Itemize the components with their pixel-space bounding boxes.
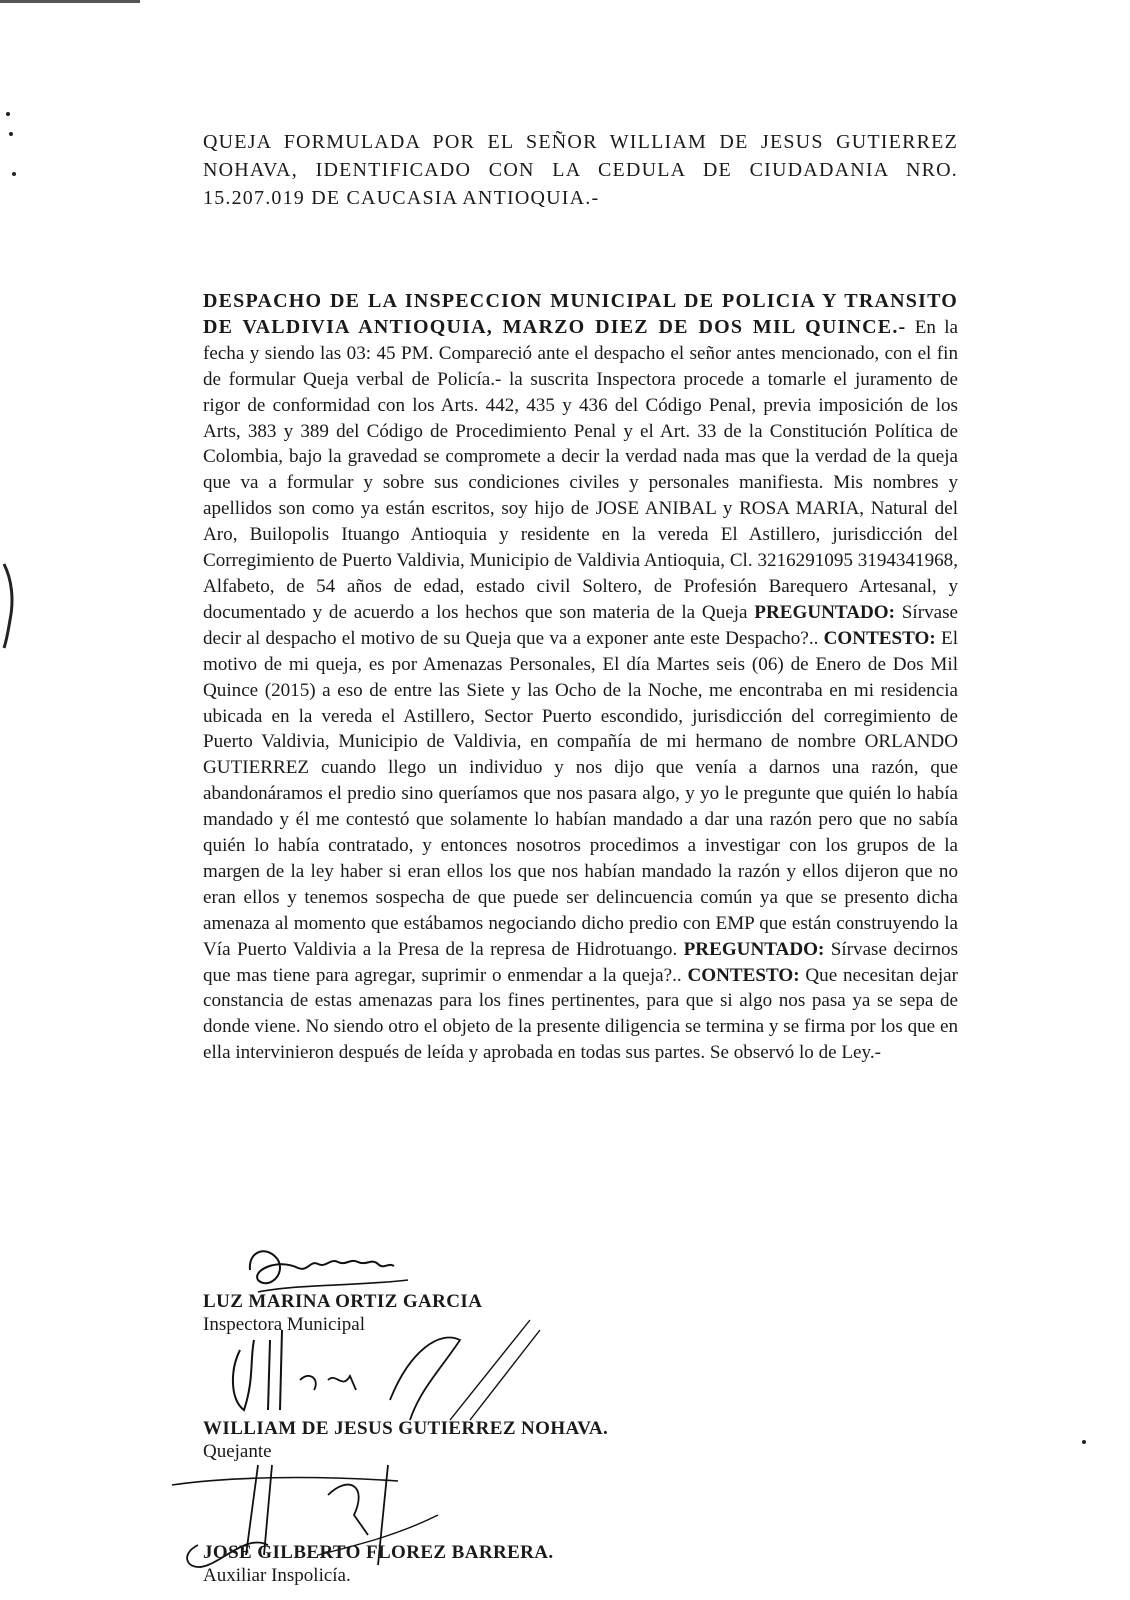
scan-dot	[1082, 1440, 1086, 1444]
signer-name: WILLIAM DE JESUS GUTIERREZ NOHAVA.	[203, 1418, 609, 1439]
signature-complainant	[210, 1310, 570, 1430]
signer-name: LUZ MARINA ORTIZ GARCIA	[203, 1291, 483, 1312]
signature-block	[203, 1542, 903, 1588]
question-label: PREGUNTADO:	[683, 938, 825, 960]
question-text: Sírvase decir al despacho el motivo de su Queja que va a exponer ante este Despacho?..	[203, 601, 958, 649]
statement-body	[203, 289, 958, 1066]
signer-role: Auxiliar Inspolicía.	[203, 1565, 351, 1586]
statement-intro: En la fecha y siendo las 03: 45 PM. Compareció ante el despacho el señor antes mencionado, con el fin de formular Queja verbal de Policía.- la suscrita Inspectora procede a tomarle el juramento de rigor de conformidad con los Arts. 442, 435 y 436 del Código Penal, previa imposición de los Arts, 383 y 389 del Código de Procedimiento Penal y el Art. 33 de la Constitución Política de Colombia, bajo la gravedad se compromete a decir la verdad nada mas que la verdad de la queja que va a formular y sobre sus condiciones civiles y personales manifiesta. Mis nombres y apellidos son como ya están escritos, soy hijo de JOSE ANIBAL y ROSA MARIA, Natural del Aro, Builopolis Ituango Antioquia y residente en la vereda El Astillero, jurisdicción del Corregimiento de Puerto Valdivia, Municipio de Valdivia Antioquia, Cl. 3216291095 3194341968, Alfabeto, de 54 años de edad, estado civil Soltero, de Profesión Barequero Artesanal, y documentado y de acuerdo a los hechos que son materia de la Queja	[203, 316, 959, 623]
signer-name: JOSE GILBERTO FLOREZ BARRERA.	[203, 1542, 554, 1563]
scan-dot	[12, 172, 16, 176]
answer-label: CONTESTO:	[687, 964, 800, 986]
complaint-title: QUEJA FORMULADA POR EL SEÑOR WILLIAM DE JESUS GUTIERREZ NOHAVA, IDENTIFICADO CON LA CEDULA DE CIUDADANIA NRO. 15.207.019 DE CAUCASIA ANTIOQUIA.-	[203, 131, 958, 209]
answer-text: Que necesitan dejar constancia de estas amenazas para los fines pertinentes, para que si algo nos pasa ya se sepa de donde viene.	[203, 964, 958, 1038]
signer-role: Quejante	[203, 1441, 272, 1462]
answer-text: El motivo de mi queja, es por Amenazas Personales, El día Martes seis (06) de Enero de Dos Mil Quince (2015) a eso de entre las Siete y las Ocho de la Noche, me encontraba en mi residencia ubicada en la vereda el Astillero, Sector Puerto escondido, jurisdicción del corregimiento de Puerto Valdivia, Municipio de Valdivia, en compañía de mi hermano de nombre ORLANDO GUTIERREZ cuando llego un individuo y nos dijo que venía a darnos una razón, que abandonáramos el predio sino queríamos que nos pasara algo, y yo le pregunte que quién lo había mandado y él me contestó que solamente lo habían mandado a dar una razón pero que no sabía quién lo había contratado, y entonces nosotros procedimos a investigar con los grupos de la margen de la ley haber si eran ellos los que nos habían mandado la razón y ellos dijeron que no eran ellos y tenemos sospecha de que puede ser delincuencia común ya que se presento dicha amenaza al momento que estábamos negociando dicho predio con EMP que están construyendo la Vía Puerto Valdivia a la Presa de la represa de Hidrotuango.	[203, 627, 958, 960]
scan-dot	[6, 112, 10, 116]
office-line-text: DESPACHO DE LA INSPECCION MUNICIPAL DE POLICIA Y TRANSITO DE VALDIVIA ANTIOQUIA, MARZO DIEZ DE DOS MIL QUINCE.-	[203, 290, 958, 338]
signer-role: Inspectora Municipal	[203, 1314, 365, 1335]
office-line	[203, 230, 958, 286]
scan-edge-line	[0, 0, 140, 3]
answer-label: CONTESTO:	[823, 627, 936, 649]
question-text: Sírvase decirnos que mas tiene para agregar, suprimir o enmendar a la queja?..	[203, 938, 958, 986]
closing-text: No siendo otro el objeto de la presente diligencia se termina y se firma por los que en ella intervinieron después de leída y aprobada en todas sus partes. Se observó lo de Ley.-	[203, 1016, 959, 1064]
question-label: PREGUNTADO:	[754, 601, 896, 623]
scan-dot	[9, 132, 13, 136]
binding-mark	[0, 560, 18, 650]
